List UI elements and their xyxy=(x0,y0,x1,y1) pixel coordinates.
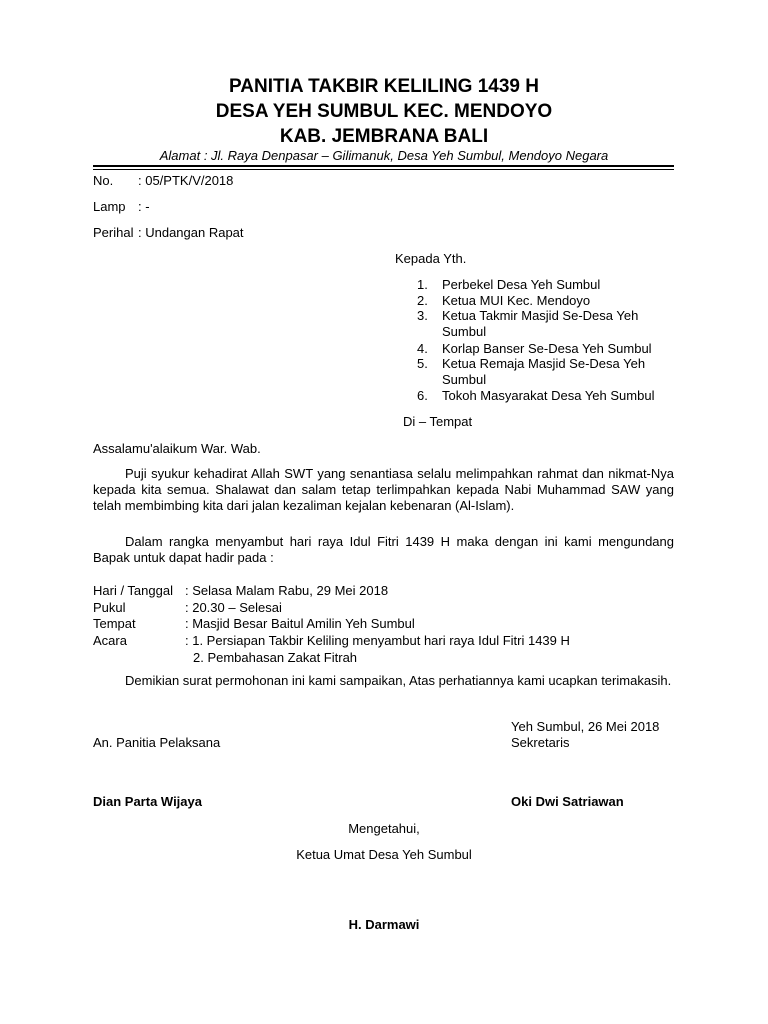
recipient-item: Tokoh Masyarakat Desa Yeh Sumbul xyxy=(442,388,655,403)
event-date-label: Hari / Tanggal xyxy=(93,583,173,598)
letterhead-village: DESA YEH SUMBUL KEC. MENDOYO xyxy=(215,101,553,122)
letterhead-title: PANITIA TAKBIR KELILING 1439 H xyxy=(228,76,539,97)
attachment-label: Lamp xyxy=(93,199,126,214)
recipient-item: Ketua Remaja Masjid Se-Desa Yeh Sumbul xyxy=(442,356,646,387)
signatory-right-name: Oki Dwi Satriawan xyxy=(511,794,624,809)
attachment-value: : - xyxy=(138,199,150,214)
event-agenda-label: Acara xyxy=(93,633,127,648)
recipient-number: 4. xyxy=(417,341,428,356)
signatory-left-name: Dian Parta Wijaya xyxy=(93,794,202,809)
number-label: No. xyxy=(93,173,114,188)
paragraph-invitation: Dalam rangka menyambut hari raya Idul Fitri 1439 H maka dengan ini kami mengundang Bapak untuk dapat hadir pada : xyxy=(93,534,674,565)
recipient-item: Ketua Takmir Masjid Se-Desa Yeh Sumbul xyxy=(442,308,639,339)
recipient-item: Perbekel Desa Yeh Sumbul xyxy=(442,277,601,292)
recipient-item: Ketua MUI Kec. Mendoyo xyxy=(442,293,591,308)
subject-value: : Undangan Rapat xyxy=(138,225,244,240)
event-time-value: : 20.30 – Selesai xyxy=(185,600,282,615)
paragraph-opening: Puji syukur kehadirat Allah SWT yang senantiasa selalu melimpahkan rahmat dan nikmat-Nya kepada kita semua. Shalawat dan salam tetap terlimpahkan kepada Nabi Muhammad SAW yang telah membimbing kita dari jalan kezaliman kejalan kebenaran (Al-Islam). xyxy=(93,466,674,513)
signatory-right-role: Sekretaris xyxy=(511,735,570,750)
signatory-left-role: An. Panitia Pelaksana xyxy=(93,735,221,750)
paragraph-closing: Demikian surat permohonan ini kami sampaikan, Atas perhatiannya kami ucapkan terimakasih. xyxy=(125,673,672,688)
acknowledged-label: Mengetahui, xyxy=(348,821,420,836)
number-value: : 05/PTK/V/2018 xyxy=(138,173,234,188)
recipient-number: 6. xyxy=(417,388,428,403)
event-place-label: Tempat xyxy=(93,616,136,631)
recipients-place: Di – Tempat xyxy=(403,414,473,429)
event-agenda-item: : 1. Persiapan Takbir Keliling menyambut hari raya Idul Fitri 1439 H xyxy=(185,633,570,648)
village-head-role: Ketua Umat Desa Yeh Sumbul xyxy=(296,847,472,862)
place-date: Yeh Sumbul, 26 Mei 2018 xyxy=(511,719,660,734)
event-agenda-item: 2. Pembahasan Zakat Fitrah xyxy=(193,650,358,665)
event-place-value: : Masjid Besar Baitul Amilin Yeh Sumbul xyxy=(185,616,415,631)
event-date-value: : Selasa Malam Rabu, 29 Mei 2018 xyxy=(185,583,389,598)
greeting: Assalamu'alaikum War. Wab. xyxy=(93,441,261,456)
recipients-heading: Kepada Yth. xyxy=(395,251,467,266)
letterhead-address: Alamat : Jl. Raya Denpasar – Gilimanuk, Desa Yeh Sumbul, Mendoyo Negara xyxy=(159,148,609,163)
recipient-number: 1. xyxy=(417,277,428,292)
recipient-item: Korlap Banser Se-Desa Yeh Sumbul xyxy=(442,341,652,356)
event-time-label: Pukul xyxy=(93,600,126,615)
letterhead-rule-thick xyxy=(93,165,674,167)
recipient-number: 5. xyxy=(417,356,428,371)
letterhead-rule-thin xyxy=(93,169,674,170)
subject-label: Perihal xyxy=(93,225,134,240)
recipient-number: 2. xyxy=(417,293,428,308)
recipient-number: 3. xyxy=(417,308,428,323)
letterhead-regency: KAB. JEMBRANA BALI xyxy=(279,126,489,147)
village-head-name: H. Darmawi xyxy=(348,917,420,932)
